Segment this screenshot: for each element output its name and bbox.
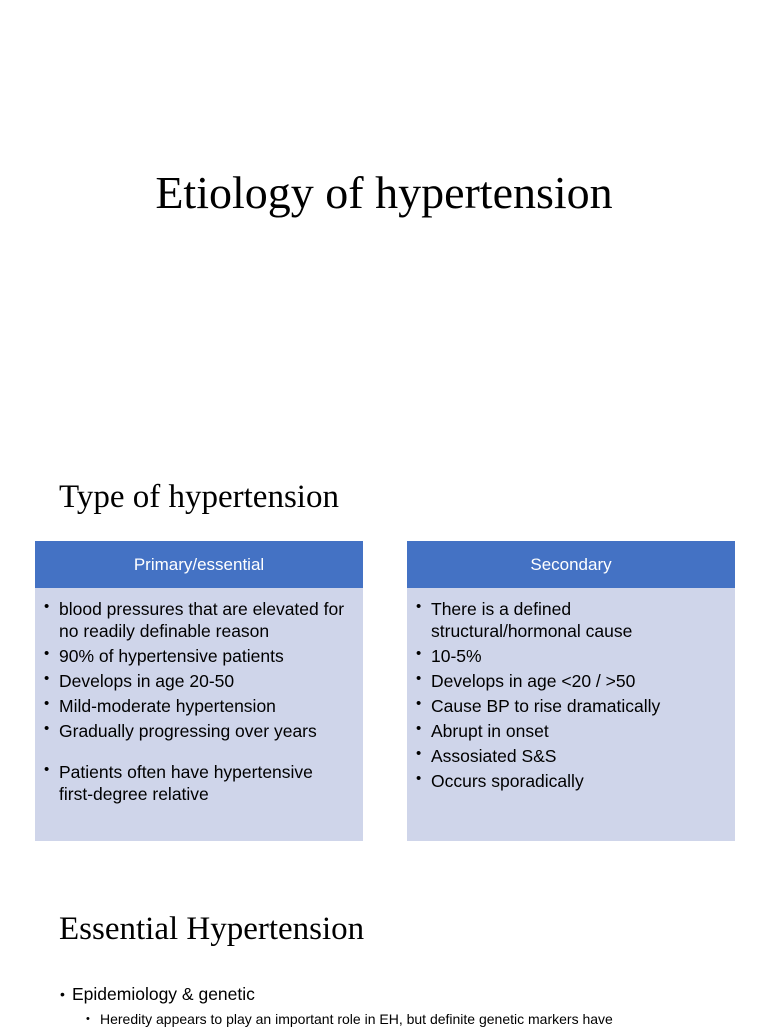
list-item: • Mild-moderate hypertension bbox=[43, 695, 351, 717]
slide-types bbox=[0, 432, 768, 864]
list-item: • Develops in age 20-50 bbox=[43, 670, 351, 692]
list-item: • Abrupt in onset bbox=[415, 720, 723, 742]
primary-box-body bbox=[35, 588, 363, 841]
presentation-title: Etiology of hypertension bbox=[155, 167, 613, 218]
secondary-box-body bbox=[407, 588, 735, 841]
secondary-box-header: Secondary bbox=[407, 541, 735, 588]
essential-bullets bbox=[60, 982, 760, 1028]
primary-essential-box bbox=[35, 541, 363, 841]
list-item: • Patients often have hypertensive first-degree relative bbox=[43, 761, 351, 805]
slide-title bbox=[0, 0, 768, 432]
list-item: • Occurs sporadically bbox=[415, 770, 723, 792]
sub-bullet-heredity: • Heredity appears to play an important role in EH, but definite genetic markers have bbox=[60, 1010, 760, 1028]
secondary-box bbox=[407, 541, 735, 841]
bullet-epidemiology: • Epidemiology & genetic bbox=[60, 982, 760, 1006]
list-item: • blood pressures that are elevated for no readily definable reason bbox=[43, 598, 351, 642]
primary-box-header: Primary/essential bbox=[35, 541, 363, 588]
slide-heading-types: Type of hypertension bbox=[59, 479, 339, 515]
list-item: • Gradually progressing over years bbox=[43, 720, 351, 742]
list-item: • Cause BP to rise dramatically bbox=[415, 695, 723, 717]
list-item: • Assosiated S&S bbox=[415, 745, 723, 767]
slide-heading-essential: Essential Hypertension bbox=[59, 911, 365, 947]
list-item: • 90% of hypertensive patients bbox=[43, 645, 351, 667]
list-item: • Develops in age <20 / >50 bbox=[415, 670, 723, 692]
list-item: • There is a defined structural/hormonal cause bbox=[415, 598, 723, 642]
list-item: • 10-5% bbox=[415, 645, 723, 667]
slide-essential bbox=[0, 864, 768, 1027]
